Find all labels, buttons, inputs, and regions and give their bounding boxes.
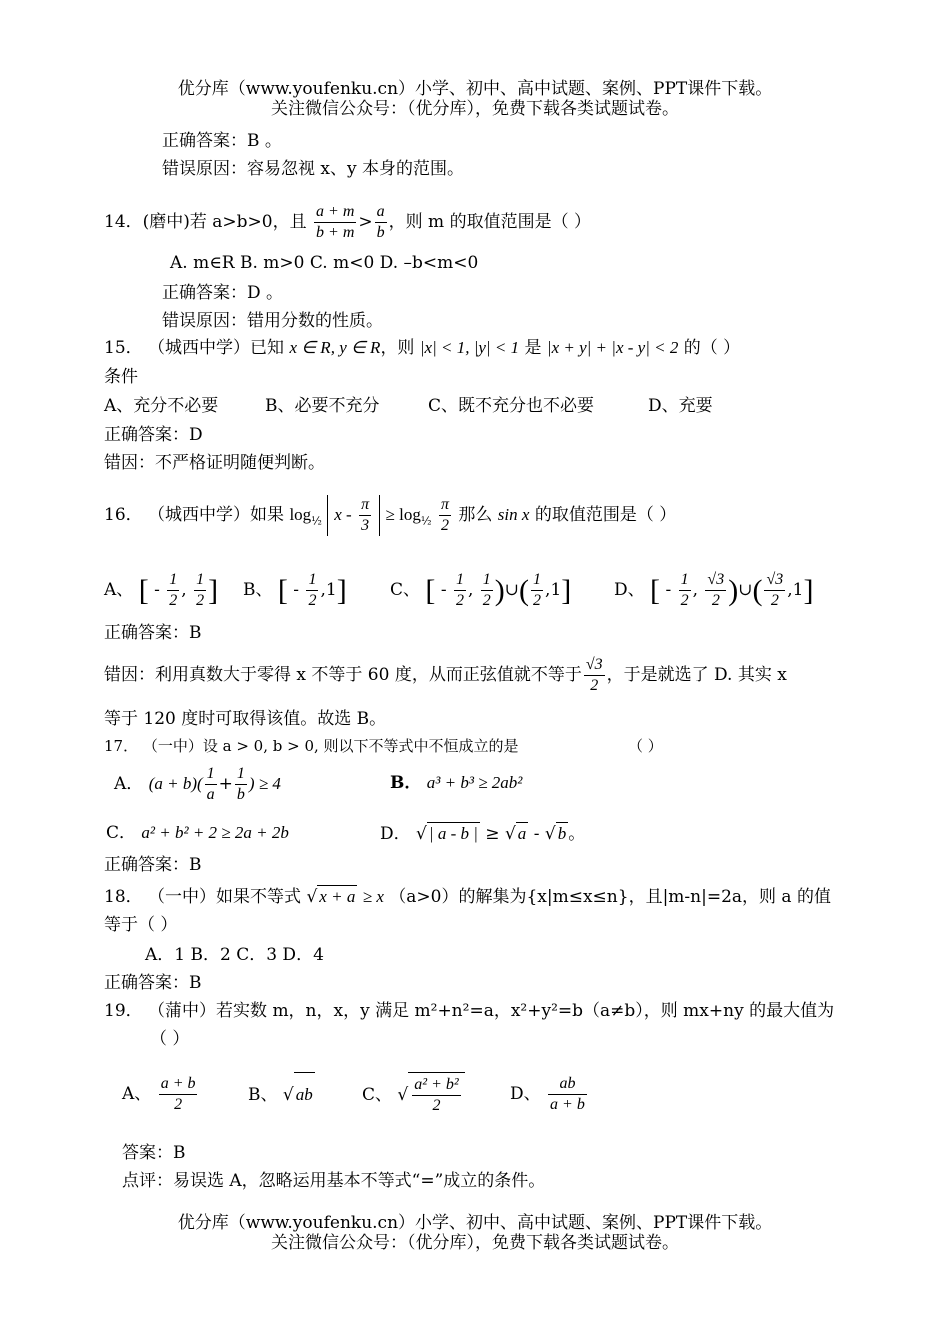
q16-reason-2: 等于 120 度时可取得该值。故选 B。 [104,709,387,729]
q15-stem: 15． （城西中学）已知 x ∈ R, y ∈ R，则 |x| < 1, |y| < 1 是 |x + y| + |x - y| < 2 的（ ） [104,338,741,358]
q14-fraction-2: $\frac{a}{b}$ [376,203,385,241]
q19-comment: 点评：易误选 A，忽略运用基本不等式“=”成立的条件。 [122,1171,546,1191]
q19-option-a: A、 $\frac{a + b}{2}$ [122,1075,196,1113]
q15-option-b: B、必要不充分 [265,396,380,416]
q16-stem: 16． （城西中学）如果 $\log_{\frac{1}{2}} x$ - $\frac{\pi}{3}$ ≥ $\log_{\frac{1}{2}}$ $\frac{\pi}{2}$ 那么 sin x 的取值范围是（ ） [104,496,677,534]
prev-answer: 正确答案：B 。 [162,131,282,151]
q16-answer: 正确答案：B [104,623,202,643]
q19-stem-2: （ ） [150,1029,190,1049]
q14-fraction-1: $\frac{a + m}{b + m}$ [316,203,355,241]
q17-answer: 正确答案：B [104,855,202,875]
q16-option-a: A、 [ - $\frac{1}{2}$ , $\frac{1}{2}$ ] [104,571,219,609]
q17-option-d: D． √ | a - b | ≥ √ a - √ b 。 [380,824,586,844]
q19-option-b: B、 √ ab [248,1072,315,1117]
q14-reason: 错误原因：错用分数的性质。 [162,311,383,331]
q16-option-c: C、 [ - $\frac{1}{2}$ , $\frac{1}{2}$ )∪( $\frac{1}{2}$ ,1] [390,571,572,609]
q16-option-b: B、 [ - $\frac{1}{2}$ ,1] [243,571,347,609]
q17-option-b: B． a³ + b³ ≥ 2ab² [390,773,523,793]
q15-option-c: C、既不充分也不必要 [428,396,595,416]
q16-option-d: D、 [ - $\frac{1}{2}$ , $\frac{√3}{2}$ )∪( $\frac{√3}{2}$ ,1] [614,571,814,609]
q18-options: A．1 B．2 C．3 D．4 [145,945,324,965]
q15-answer: 正确答案：D [104,425,203,445]
q17-stem: 17． （一中）设 a > 0, b > 0, 则以下不等式中不恒成立的是 [104,737,519,755]
q16-reason-1: 错因：利用真数大于零得 x 不等于 60 度，从而正弦值就不等于 $\frac{√3}{2}$ ，于是就选了 D. 其实 x [104,656,787,694]
q18-answer: 正确答案：B [104,973,202,993]
q14-answer: 正确答案：D 。 [162,283,284,303]
q14-stem: 14．(磨中)若 a>b>0，且 $\frac{a + m}{b + m}$ > $\frac{a}{b}$ ，则 m 的取值范围是（ ） [104,203,591,241]
q17-option-c: C． a² + b² + 2 ≥ 2a + 2b [106,823,289,843]
prev-reason: 错误原因：容易忽视 x、y 本身的范围。 [162,159,464,179]
q17-paren: （ ） [628,737,663,755]
q18-stem-2: 等于（ ） [104,915,178,935]
q19-option-d: D、 $\frac{ab}{a + b}$ [510,1075,585,1113]
q15-stem-2: 条件 [104,367,138,387]
q15-option-d: D、充要 [648,396,713,416]
header-line-2: 关注微信公众号：（优分库），免费下载各类试题试卷。 [271,99,679,119]
footer-line-2: 关注微信公众号：（优分库），免费下载各类试题试卷。 [271,1233,679,1253]
q18-stem-1: 18． （一中）如果不等式 √ x + a ≥ x （a>0）的解集为{x|m≤x≤n}，且|m-n|=2a，则 a 的值 [104,887,831,907]
footer-line-1: 优分库（www.youfenku.cn）小学、初中、高中试题、案例、PPT课件下载。 [177,1213,773,1233]
q19-stem-1: 19． （蒲中）若实数 m，n，x，y 满足 m²+n²=a，x²+y²=b（a≠b），则 mx+ny 的最大值为 [104,1001,835,1021]
q14-options: A. m∈R B. m>0 C. m<0 D. –b<m<0 [170,253,479,273]
q15-option-a: A、充分不必要 [104,396,219,416]
q15-reason: 错因：不严格证明随便判断。 [104,453,325,473]
q19-answer: 答案：B [122,1143,186,1163]
q19-option-c: C、 √ $\frac{\text{a² + b²}}{2}$ [362,1072,465,1117]
q17-option-a: A． (a + b)( $\frac{1}{a}$ + $\frac{1}{b}$ ) ≥ 4 [114,765,281,803]
header-line-1: 优分库（www.youfenku.cn）小学、初中、高中试题、案例、PPT课件下载。 [177,79,773,99]
